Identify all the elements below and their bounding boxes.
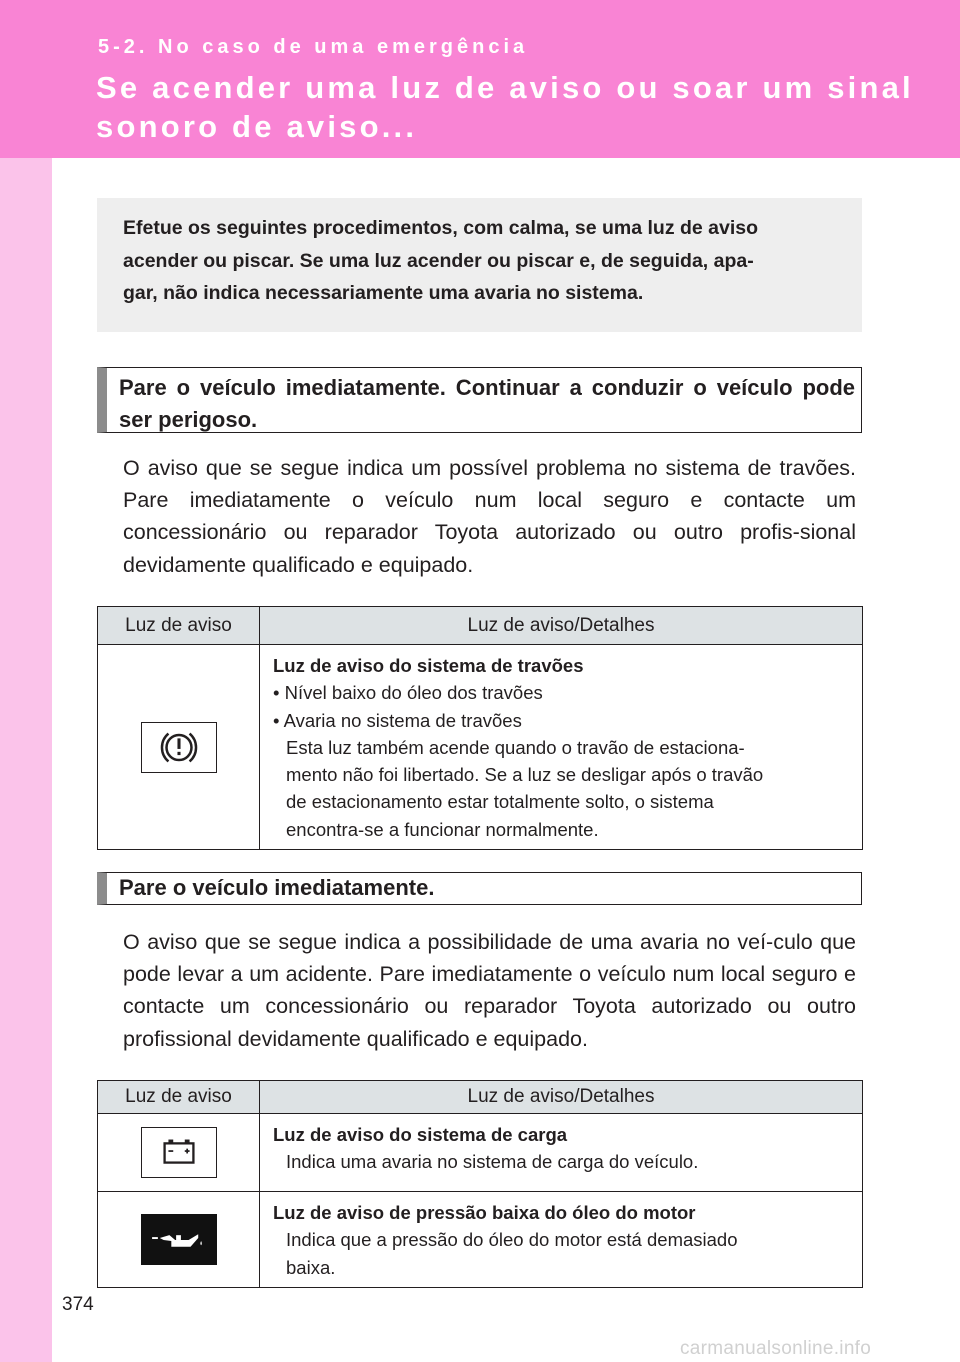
icon-cell [98,645,260,850]
icon-cell [98,1114,260,1192]
details-cell [260,645,863,850]
column-header-details: Luz de aviso/Detalhes [260,607,863,645]
detail-text: encontra-se a funcionar normalmente. [286,818,599,840]
details-cell [260,1114,863,1192]
chapter-header [0,0,960,158]
table-header-row [98,1081,863,1114]
oil-pressure-icon [141,1214,217,1265]
detail-text: mento não foi libertado. Se a luz se desligar após o travão [286,764,764,786]
column-header-details: Luz de aviso/Detalhes [260,1081,863,1114]
brake-warning-icon [141,722,217,773]
section-1-body: O aviso que se segue indica um possível problema no sistema de travões. Pare imediatamente o veículo num local seguro e contacte um concessionário ou reparador Toyota autorizado ou outro profis-sional devidamente qualificado e equipado. [123,456,856,577]
detail-text: Indica uma avaria no sistema de carga do veículo. [286,1151,699,1173]
table-row [98,645,863,850]
intro-line-3: gar, não indica necessariamente uma avaria no sistema. [123,282,644,304]
watermark: carmanualsonline.info [680,1338,872,1359]
brake-warning-table [97,606,863,850]
icon-cell [98,1192,260,1288]
page-title [96,68,916,146]
intro-line-2: acender ou piscar. Se uma luz acender ou piscar e, de seguida, apa- [123,249,754,272]
detail-text: de estacionamento estar totalmente solto, o sistema [286,791,714,813]
table-row [98,1114,863,1192]
column-header-warning-light: Luz de aviso [98,607,260,645]
detail-text: baixa. [286,1256,336,1278]
detail-title: Luz de aviso de pressão baixa do óleo do motor [273,1202,696,1223]
section-1-heading: Pare o veículo imediatamente. Continuar a conduzir o veículo pode ser perigoso. [97,367,862,433]
detail-title: Luz de aviso do sistema de carga [273,1124,568,1145]
battery-charge-icon [141,1127,217,1178]
detail-bullet: • Avaria no sistema de travões [273,709,522,731]
detail-text: Indica que a pressão do óleo do motor está demasiado [286,1229,738,1251]
side-strip [0,158,52,1362]
detail-title: Luz de aviso do sistema de travões [273,655,584,676]
section-2-body: O aviso que se segue indica a possibilidade de uma avaria no veí-culo que pode levar a um acidente. Pare imediatamente o veículo num local seguro e contacte um concessionário ou reparador Toyota autorizado ou outro profissional devidamente qualificado e equipado. [123,930,856,1051]
stop-warning-table [97,1080,863,1288]
page-title-line-2: sonoro de aviso... [96,109,418,144]
intro-box [97,198,862,332]
page-number: 374 [62,1294,94,1315]
page-title-line-1: Se acender uma luz de aviso ou soar um sinal [96,70,914,105]
intro-line-1: Efetue os seguintes procedimentos, com calma, se uma luz de aviso [123,217,759,239]
column-header-warning-light: Luz de aviso [98,1081,260,1114]
section-2-heading: Pare o veículo imediatamente. [97,872,862,905]
detail-text: Esta luz também acende quando o travão de estaciona- [286,736,745,758]
table-row [98,1192,863,1288]
detail-bullet: • Nível baixo do óleo dos travões [273,682,543,704]
table-header-row [98,607,863,645]
section-label: 5-2. No caso de uma emergência [98,36,529,58]
details-cell [260,1192,863,1288]
